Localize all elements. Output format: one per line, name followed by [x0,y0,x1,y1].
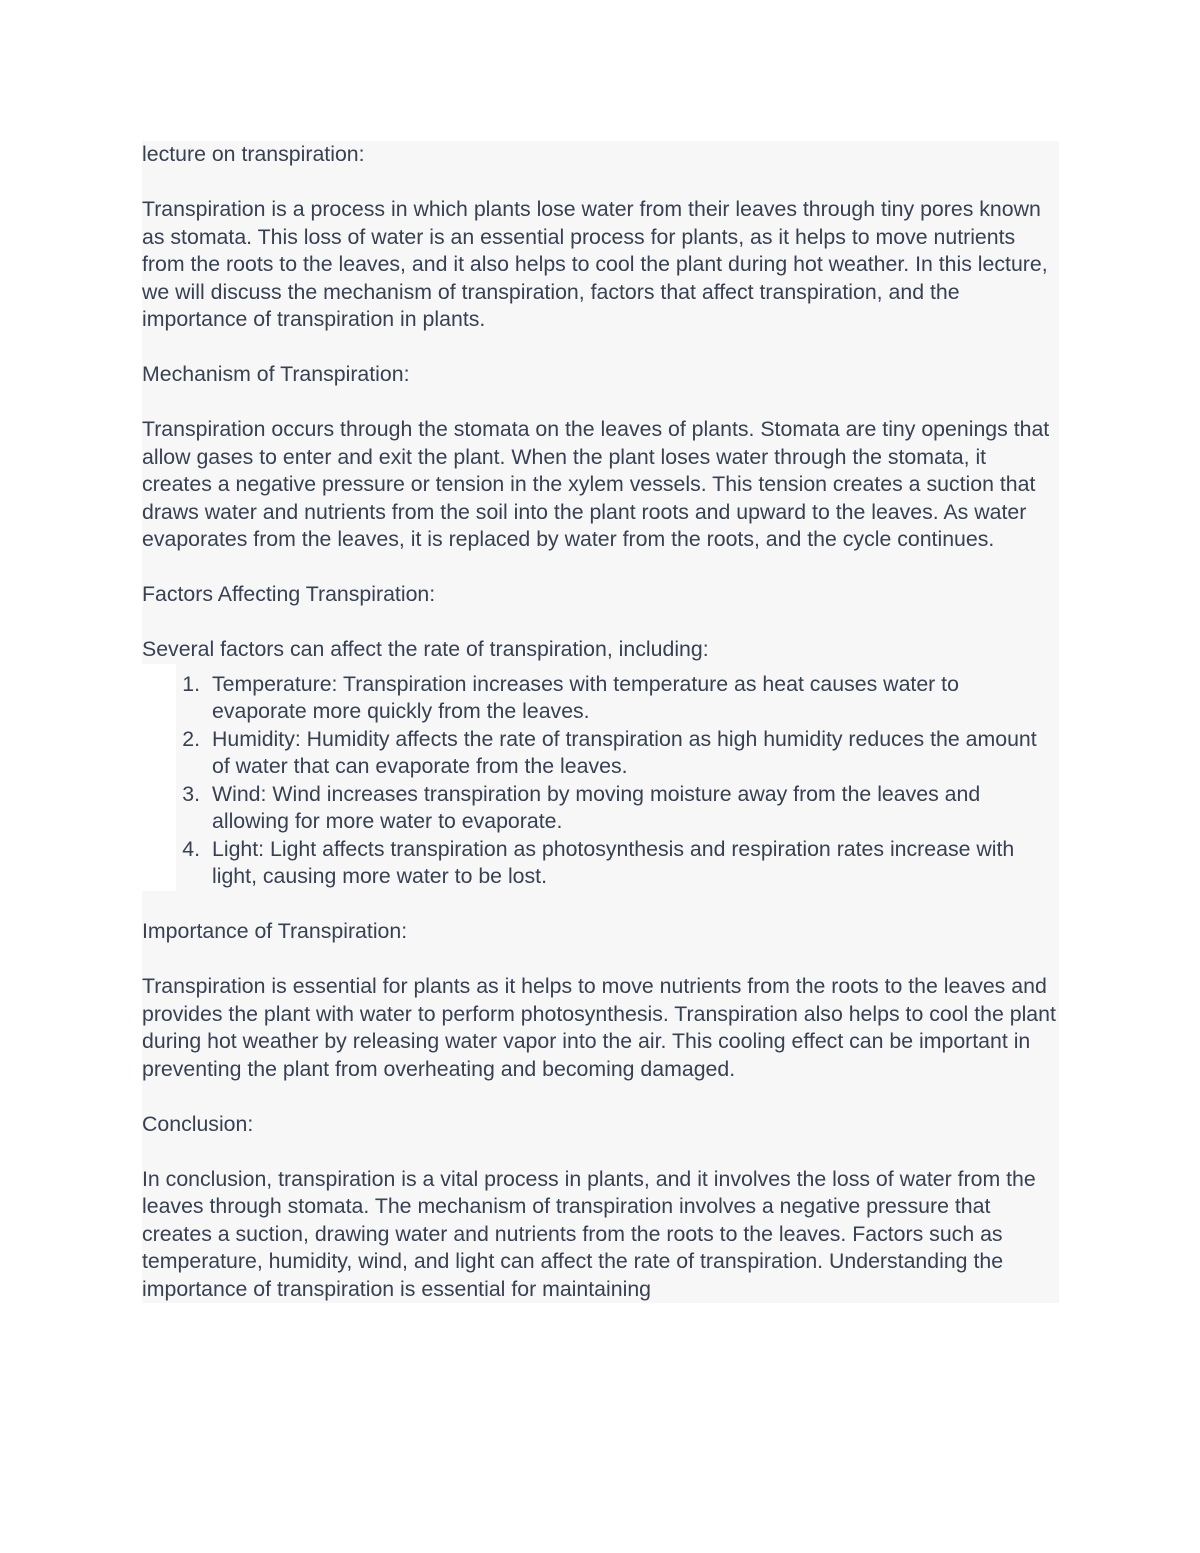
mechanism-heading: Mechanism of Transpiration: [142,362,410,386]
intro-heading: lecture on transpiration: [142,142,365,166]
factors-intro: Several factors can affect the rate of transpiration, including: [142,637,709,661]
list-item [176,671,1059,726]
importance-paragraph: Transpiration is essential for plants as it helps to move nutrients from the roots to the leaves and provides the plant with water to perform photosynthesis. Transpiration also helps to cool the plant during hot weather by releasing water vapor into the air. This cooling effect can be important in preventing the plant from overheating and becoming damaged. [142,974,1062,1081]
spacer [142,1083,1059,1111]
spacer [142,334,1059,362]
mechanism-paragraph: Transpiration occurs through the stomata on the leaves of plants. Stomata are tiny openings that allow gases to enter and exit the plant. When the plant loses water through the stomata, it creates a negative pressure or tension in the xylem vessels. This tension creates a suction that draws water and nutrients from the soil into the plant roots and upward to the leaves. As water evaporates from the leaves, it is replaced by water from the roots, and the cycle continues. [142,417,1056,551]
spacer [142,891,1059,919]
importance-heading: Importance of Transpiration: [142,919,408,943]
lower-text-block [142,891,1062,1304]
spacer [142,169,1059,197]
factors-list-background [176,664,1059,891]
list-item [176,726,1059,781]
spacer [142,1138,1059,1166]
list-item-text: Temperature: Transpiration increases with temperature as heat causes water to evaporate more quickly from the leaves. [212,671,959,723]
list-item-number: 4. [182,836,200,861]
list-item-text: Light: Light affects transpiration as photosynthesis and respiration rates increase with light, causing more water to be lost. [212,836,1015,888]
conclusion-heading: Conclusion: [142,1111,254,1136]
spacer [142,609,1059,637]
intro-paragraph: Transpiration is a process in which plants lose water from their leaves through tiny pores known as stomata. This loss of water is an essential process for plants, as it helps to move nutrients from the roots to the leaves, and it also helps to cool the plant during hot weather. In this lecture, we will discuss the mechanism of transpiration, factors that affect transpiration, and the importance of transpiration in plants. [142,197,1054,331]
conclusion-paragraph: In conclusion, transpiration is a vital process in plants, and it involves the loss of water from the leaves through stomata. The mechanism of transpiration involves a negative pressure that creates a suction, drawing water and nutrients from the roots to the leaves. Factors such as temperature, humidity, wind, and light can affect the rate of transpiration. Understanding the importance of transpiration is essential for maintaining [142,1166,1042,1301]
list-item [176,781,1059,836]
list-item-number: 3. [182,781,200,806]
list-item-number: 2. [182,726,200,751]
list-item-text: Humidity: Humidity affects the rate of transpiration as high humidity reduces the amount of water that can evaporate from the leaves. [212,726,1037,778]
factors-list-wrapper [142,664,1059,891]
document-content [142,141,1062,1303]
spacer [142,554,1059,582]
list-item [176,836,1059,891]
spacer [142,946,1059,974]
list-item-number: 1. [182,671,200,696]
spacer [142,389,1059,417]
list-item-text: Wind: Wind increases transpiration by moving moisture away from the leaves and allowing for more water to evaporate. [212,781,981,833]
factors-list [176,671,1059,891]
factors-heading: Factors Affecting Transpiration: [142,582,436,606]
upper-text-block [142,141,1059,664]
